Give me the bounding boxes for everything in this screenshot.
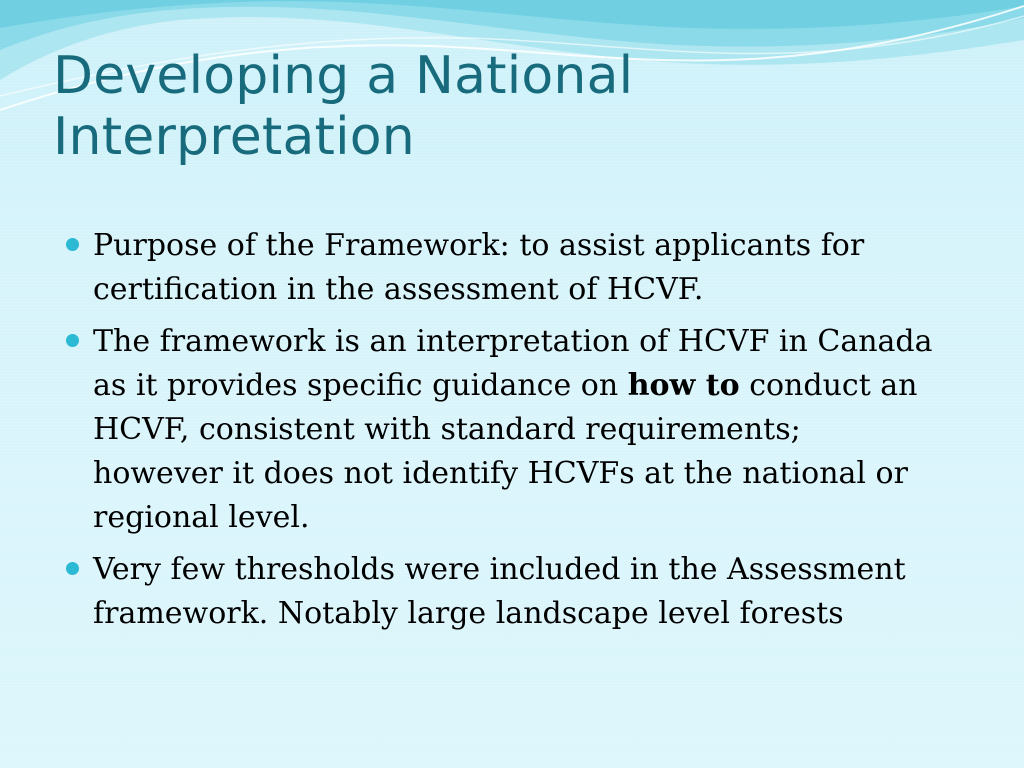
bullet-list <box>60 224 940 644</box>
bullet-item-thresholds <box>60 548 940 636</box>
slide-title: Developing a National Interpretation <box>53 46 634 168</box>
bullet-dot-icon <box>66 562 79 575</box>
bullet-dot-icon <box>66 334 79 347</box>
bullet-text: Very few thresholds were included in the Assessment framework. Notably large landscape level forests <box>93 552 906 631</box>
bullet-text: Purpose of the Framework: to assist applicants for certification in the assessment of HCVF. <box>93 228 865 307</box>
bullet-text-bold: how to <box>627 368 740 403</box>
bullet-dot-icon <box>66 238 79 251</box>
bullet-item-purpose <box>60 224 940 312</box>
bullet-item-interpretation <box>60 320 940 540</box>
bullet-text-start: The framework is an interpretation of HCVF in Canada as it provides specific guidance on <box>93 324 933 403</box>
bullet-text-end: conduct an HCVF, consistent with standard requirements; however it does not identify HCVFs at the national or regional level. <box>93 368 918 535</box>
